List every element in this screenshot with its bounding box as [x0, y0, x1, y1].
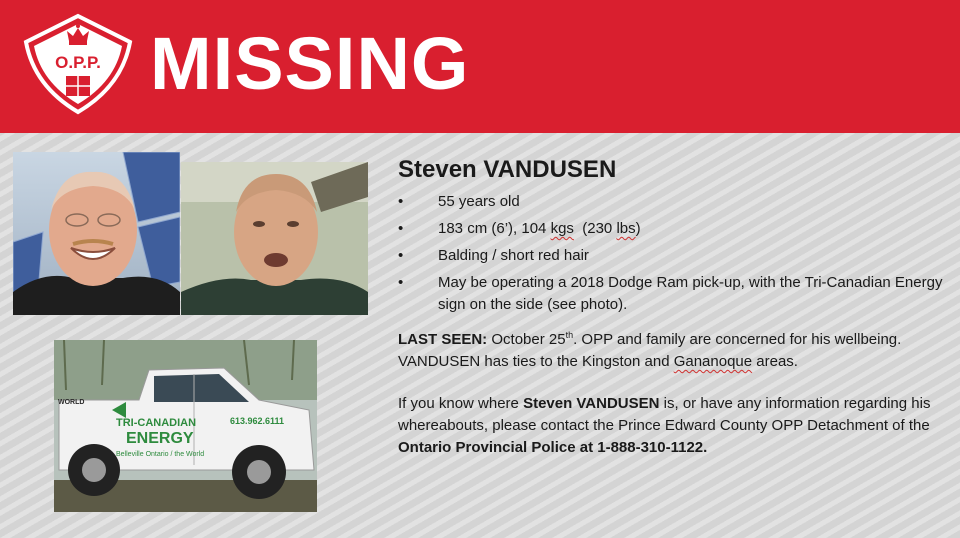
- crown-icon: [67, 24, 89, 45]
- fact-hair: Balding / short red hair: [438, 247, 589, 264]
- bullet-icon: •: [398, 247, 404, 264]
- photo-portrait-serious: [181, 162, 368, 315]
- facts-list: [398, 191, 953, 316]
- bullet-icon: •: [398, 193, 404, 210]
- person-name: Steven VANDUSEN: [398, 156, 617, 183]
- list-item: [398, 191, 953, 213]
- last-seen-paragraph: LAST SEEN: October 25th. OPP and family are concerned for his wellbeing. VANDUSEN has ties to the Kingston and Gananoque areas.: [398, 330, 902, 370]
- fact-age: 55 years old: [438, 193, 520, 210]
- list-item: [398, 272, 953, 316]
- contact-phone: Ontario Provincial Police at 1-888-310-1122.: [398, 439, 708, 456]
- truck-brand-line2: ENERGY: [126, 430, 194, 447]
- logo-text: O.P.P.: [55, 53, 101, 72]
- opp-logo-icon: [22, 12, 134, 116]
- contact-paragraph: If you know where Steven VANDUSEN is, or have any information regarding his whereabouts, please contact the Prince Edward County OPP Detachment of the Ontario Provincial Police at 1-888-310-1122.: [398, 395, 931, 456]
- bullet-icon: •: [398, 220, 404, 237]
- page-title: MISSING: [150, 22, 470, 105]
- list-item: [398, 218, 953, 240]
- fact-height: 183 cm (6’), 104 kgs (230 lbs): [438, 220, 641, 237]
- photo-truck: [54, 340, 317, 512]
- truck-phone: 613.962.6111: [230, 416, 285, 426]
- truck-side-text: WORLD: [58, 399, 85, 406]
- last-seen-label: LAST SEEN:: [398, 331, 488, 348]
- fact-vehicle: May be operating a 2018 Dodge Ram pick-up, with the Tri-Canadian Energy sign on the side (see photo).: [438, 274, 943, 313]
- list-item: [398, 245, 953, 267]
- header-banner: [0, 0, 960, 133]
- truck-brand-line1: TRI-CANADIAN: [116, 417, 197, 429]
- bullet-icon: •: [398, 274, 404, 291]
- photo-portrait-smiling: [13, 152, 180, 315]
- truck-location: Belleville Ontario / the World: [116, 451, 205, 458]
- description: [398, 155, 953, 459]
